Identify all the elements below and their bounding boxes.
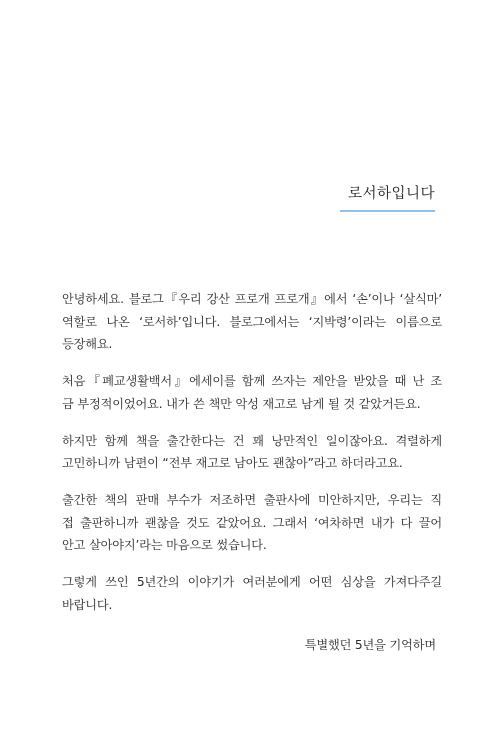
- paragraph: [62, 288, 442, 356]
- text-line: 그렇게 쓰인 5년간의 이야기가 여러분에게 어떤 심상을 가져다주길: [62, 575, 442, 589]
- text-line: 등장해요.: [62, 337, 113, 351]
- body-text: [62, 288, 442, 631]
- text-line: 안녕하세요. 블로그『우리 강산 프로개 프로개』에서 ‘손’이나 ‘살식마’: [62, 292, 442, 306]
- text-line: 접 출판하니까 괜찮을 것도 같았어요. 그래서 ‘여차하면 내가 다 끌어: [62, 515, 442, 530]
- text-line: 바랍니다.: [62, 597, 113, 612]
- text-line: 안고 살아야지’라는 마음으로 썼습니다.: [62, 538, 267, 552]
- title-block: [340, 182, 435, 212]
- text-line: 금 부정적이었어요. 내가 쓴 책만 악성 재고로 남게 될 것 같았거든요.: [62, 396, 421, 411]
- paragraph: [62, 489, 442, 557]
- text-line: 출간한 책의 판매 부수가 저조하면 출판사에 미안하지만, 우리는 직: [62, 493, 442, 507]
- paragraph: [62, 370, 442, 415]
- page-title: 로서하입니다: [347, 186, 435, 202]
- text-line: 처음『폐교생활백서』에세이를 함께 쓰자는 제안을 받았을 때 난 조: [62, 374, 442, 388]
- text-line: 하지만 함께 책을 출간한다는 건 꽤 낭만적인 일이잖아요. 격렬하게: [62, 433, 442, 448]
- paragraph: [62, 571, 442, 616]
- text-line: 고민하니까 남편이 “전부 재고로 남아도 괜찮아”라고 하더라고요.: [62, 456, 403, 470]
- title-underline: [340, 210, 435, 212]
- paragraph: [62, 430, 442, 475]
- closing-signature: 특별했던 5년을 기억하며: [304, 638, 436, 652]
- text-line: 역할로 나온 ‘로서하’입니다. 블로그에서는 ‘지박령’이라는 이름으로: [62, 314, 442, 329]
